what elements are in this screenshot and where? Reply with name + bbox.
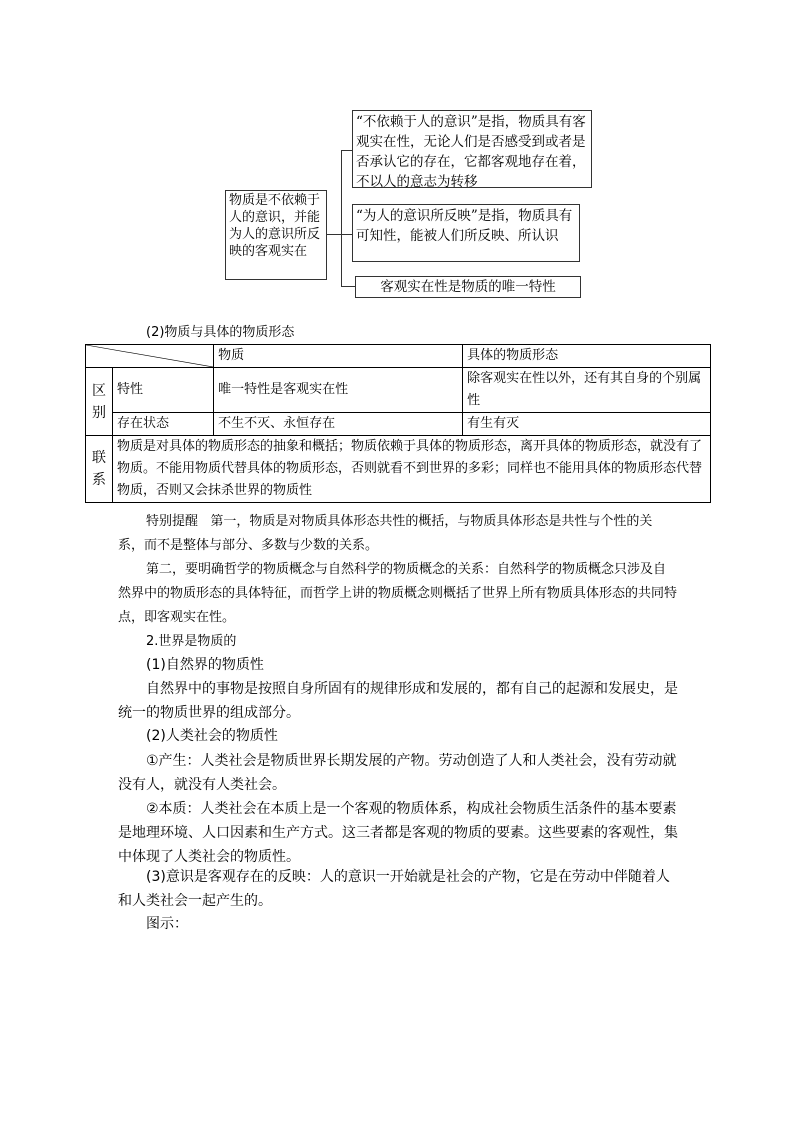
header-specific-form: 具体的物质形态: [463, 345, 711, 368]
society-origin-text: ①产生：人类社会是物质世界长期发展的产物。劳动创造了人和人类社会，没有劳动就没有人，就没有人类社会。: [118, 753, 677, 793]
connector-v: [341, 150, 342, 286]
diagram-branch1-box: [352, 110, 592, 188]
diagram-branch2-box: [352, 204, 580, 262]
diagram-branch1-text: “不依赖于人的意识”是指，物质具有客观实在性，无论人们是否感受到或者是否承认它的存在，它都客观地存在着，不以人的意志为转移: [356, 114, 586, 190]
link-label: [86, 436, 113, 503]
diagram-branch3-box: [355, 276, 581, 298]
connector-h-3: [341, 286, 355, 287]
table-row: [86, 368, 711, 413]
society-origin: [118, 749, 678, 797]
cell-matter-existence: 不生不灭、永恒存在: [214, 413, 463, 436]
society-essence: [118, 797, 678, 869]
section-heading-matter-forms: (2)物质与具体的物质形态: [146, 325, 295, 340]
connector-h-2: [341, 234, 352, 235]
link-text: 物质是对具体的物质形态的抽象和概括；物质依赖于具体的物质形态，离开具体的物质形态，就没有了物质。不能用物质代替具体的物质形态，否则就看不到世界的多彩；同样也不能用具体的物质形态代替物质，否则又会抹杀世界的物质性: [113, 436, 711, 503]
diagram-branch3-text: 客观实在性是物质的唯一特性: [380, 279, 556, 295]
diagram-branch2-text: “为人的意识所反映”是指，物质具有可知性，能被人们所反映、所认识: [356, 208, 573, 244]
figure-label: 图示：: [146, 916, 188, 932]
diagonal-line: [86, 345, 213, 367]
table-row: [86, 413, 711, 436]
row-label-property: 特性: [113, 368, 214, 413]
link-label-text: 联系: [92, 450, 106, 488]
nature-text-body: 自然界中的事物是按照自身所固有的规律形成和发展的，都有自己的起源和发展史，是统一的物质世界的组成部分。: [118, 681, 678, 721]
society-essence-text: ②本质：人类社会在本质上是一个客观的物质体系，构成社会物质生活条件的基本要素是地理环境、人口因素和生产方式。这三者都是客观的物质的要素。这些要素的客观性，集中体现了人类社会的物质性。: [118, 801, 678, 865]
diagram-root-box: [225, 190, 327, 280]
diagram-root-text: 物质是不依赖于人的意识，并能为人的意识所反映的客观实在: [229, 193, 321, 259]
header-matter: 物质: [214, 345, 463, 368]
consciousness-body: (3)意识是客观存在的反映：人的意识一开始就是社会的产物，它是在劳动中伴随着人和人类社会一起产生的。: [118, 869, 670, 909]
tip-second-text: 第二，要明确哲学的物质概念与自然科学的物质概念的关系：自然科学的物质概念只涉及自然界中的物质形态的具体特征，而哲学上讲的物质概念则概括了世界上所有物质具体形态的共同特点，即客观实在性。: [118, 562, 678, 625]
table-row: [86, 436, 711, 503]
cell-specific-existence: 有生有灭: [463, 413, 711, 436]
matter-comparison-table: [85, 344, 711, 503]
diff-label: [86, 368, 113, 436]
connector-h-1: [341, 150, 352, 151]
diff-label-text: 区别: [92, 382, 106, 421]
connector-h-root: [327, 234, 341, 235]
table-header-row: [86, 345, 711, 368]
cell-specific-property: 除客观实在性以外，还有其自身的个别属性: [463, 368, 711, 413]
tip-label: 特别提醒: [146, 514, 199, 529]
tip-first-text: 第一，物质是对物质具体形态共性的概括，与物质具体形态是共性与个性的关系，而不是整体与部分、多数与少数的关系。: [118, 514, 653, 553]
tip-second: [118, 558, 678, 630]
tip-first: [118, 510, 678, 558]
row-label-existence: 存在状态: [113, 413, 214, 436]
society-heading: (2)人类社会的物质性: [146, 728, 278, 744]
nature-heading: (1)自然界的物质性: [146, 657, 264, 673]
consciousness-text: [118, 865, 678, 913]
table-corner-cell: [86, 345, 214, 368]
nature-text: [118, 677, 678, 725]
section-world-heading: 2.世界是物质的: [146, 634, 237, 649]
cell-matter-property: 唯一特性是客观实在性: [214, 368, 463, 413]
